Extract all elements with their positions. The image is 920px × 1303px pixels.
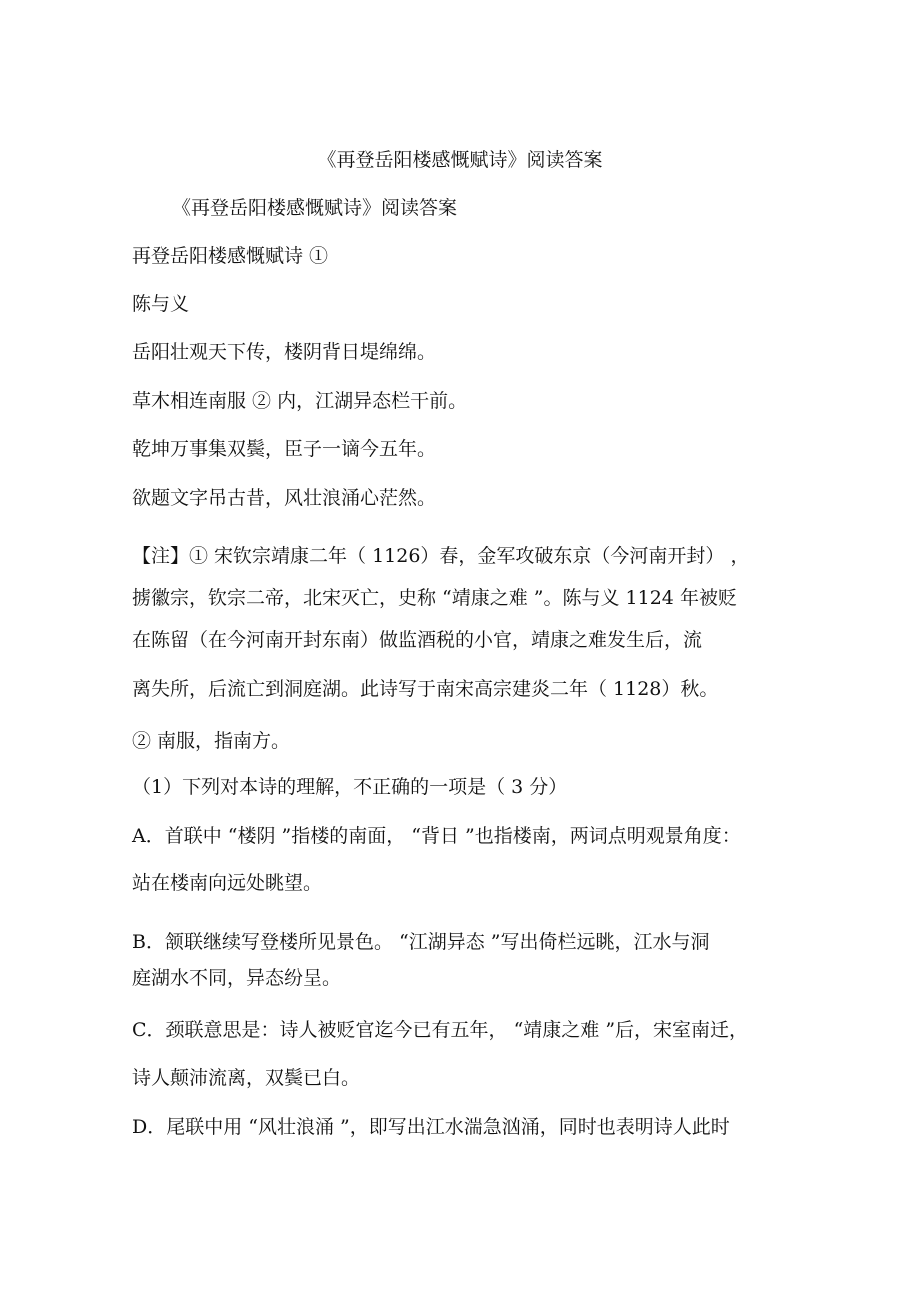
note-line: 在陈留（在今河南开封东南）做监酒税的小官，靖康之难发生后，流	[132, 629, 703, 651]
note-line: 【注】① 宋钦宗靖康二年（ 1126）春，金军攻破东京（今河南开封） ，	[132, 545, 750, 567]
option-line: A．首联中 “楼阴 ”指楼的南面， “背日 ”也指楼南，两词点明观景角度：	[132, 825, 741, 847]
poem-author: 陈与义	[132, 293, 190, 315]
note-line: ② 南服，指南方。	[132, 730, 291, 752]
option-line: 庭湖水不同，异态纷呈。	[132, 967, 342, 989]
option-line: 站在楼南向远处眺望。	[132, 872, 323, 894]
option-line: 诗人颠沛流离，双鬓已白。	[132, 1067, 361, 1089]
page-title: 《再登岳阳楼感慨赋诗》阅读答案	[317, 149, 603, 171]
poem-title: 再登岳阳楼感慨赋诗 ①	[132, 245, 329, 267]
note-line: 离失所，后流亡到洞庭湖。此诗写于南宋高宗建炎二年（ 1128）秋。	[132, 678, 719, 700]
option-line: D．尾联中用 “风壮浪涌 ”，即写出江水湍急汹涌，同时也表明诗人此时	[132, 1116, 730, 1138]
poem-line: 欲题文字吊古昔，风壮浪涌心茫然。	[132, 487, 437, 509]
option-line: B．颔联继续写登楼所见景色。 “江湖异态 ”写出倚栏远眺，江水与洞	[132, 931, 710, 953]
question-stem: （1）下列对本诗的理解，不正确的一项是（ 3 分）	[132, 776, 568, 798]
note-line: 掳徽宗，钦宗二帝，北宋灭亡，史称 “靖康之难 ”。陈与义 1124 年被贬	[132, 587, 737, 609]
document-subtitle: 《再登岳阳楼感慨赋诗》阅读答案	[172, 197, 458, 219]
poem-line: 乾坤万事集双鬓，臣子一谪今五年。	[132, 438, 437, 460]
option-line: C．颈联意思是：诗人被贬官迄今已有五年， “靖康之难 ”后，宋室南迁，	[132, 1019, 749, 1041]
poem-line: 草木相连南服 ② 内，江湖异态栏干前。	[132, 390, 468, 412]
poem-line: 岳阳壮观天下传，楼阴背日堤绵绵。	[132, 341, 437, 363]
